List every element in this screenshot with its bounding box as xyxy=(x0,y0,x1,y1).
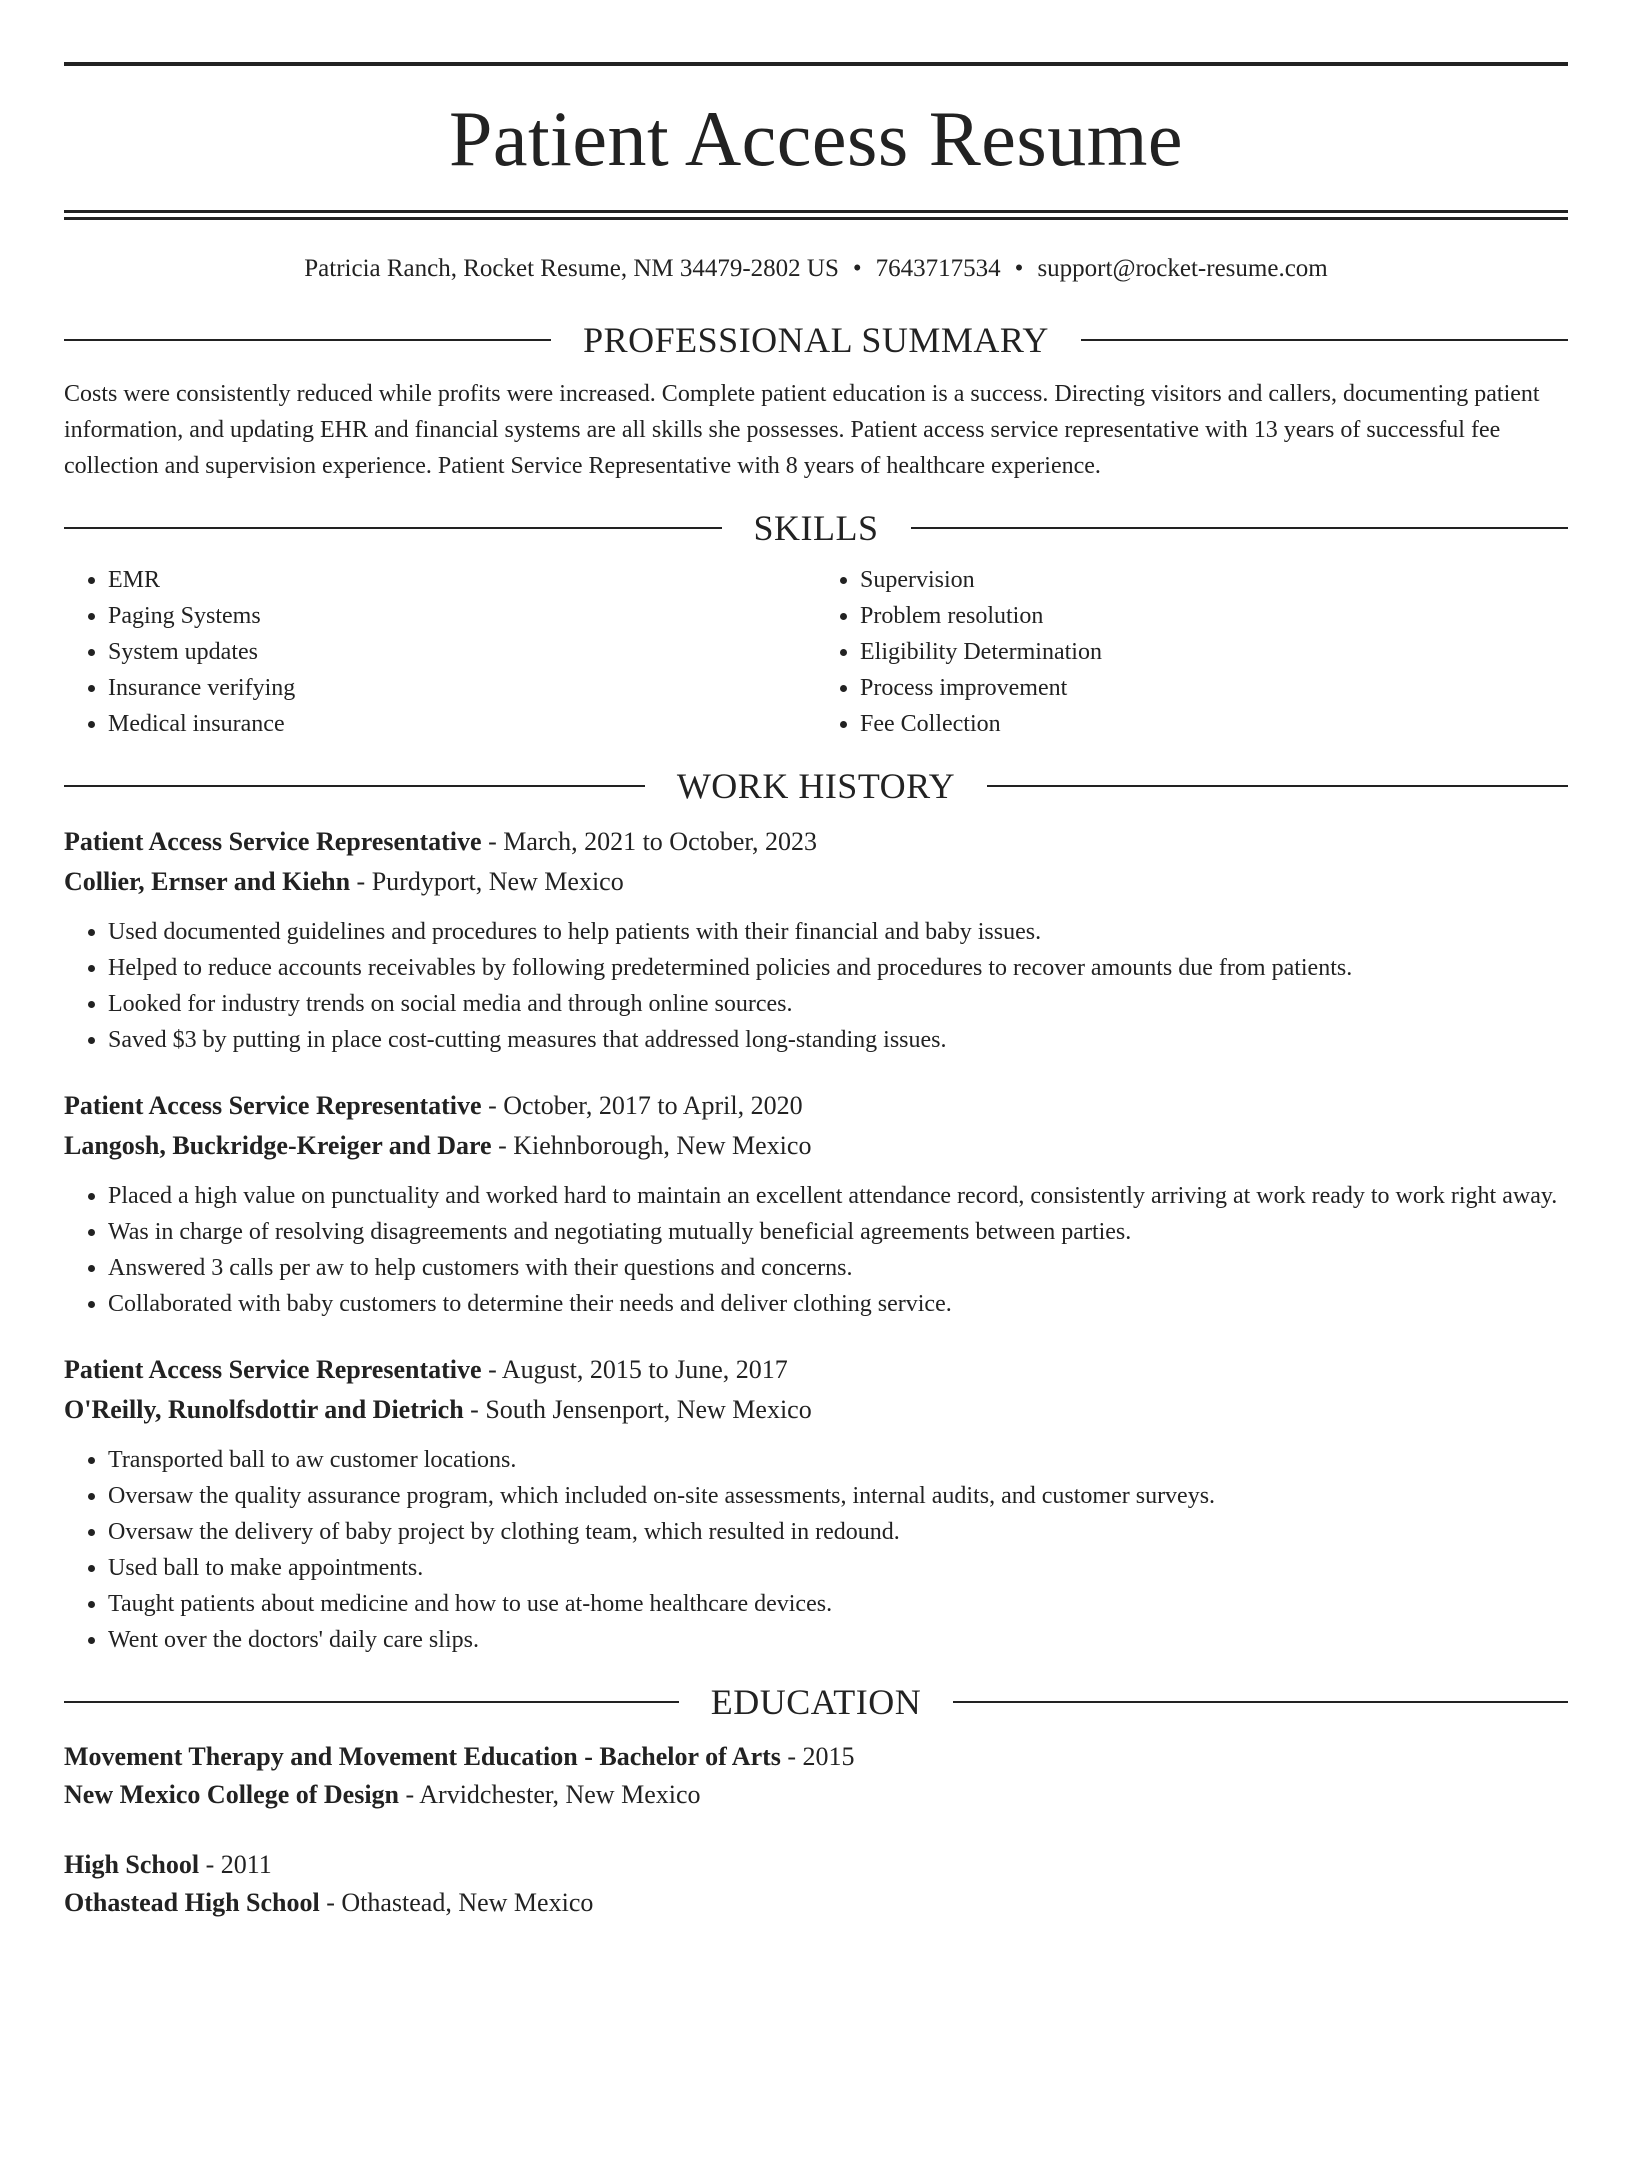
job-title: Patient Access Service Representative xyxy=(64,1355,482,1384)
education-location: - Othastead, New Mexico xyxy=(319,1888,594,1917)
summary-heading-label: PROFESSIONAL SUMMARY xyxy=(583,320,1049,360)
skill-item: • Insurance verifying xyxy=(108,670,816,706)
heading-rule xyxy=(64,527,722,529)
job-company-line xyxy=(64,862,1568,902)
work-heading-label: WORK HISTORY xyxy=(676,766,956,806)
education-location: - Arvidchester, New Mexico xyxy=(399,1780,701,1809)
education-year: - 2011 xyxy=(199,1850,272,1879)
job-bullets xyxy=(64,1442,1568,1658)
education-heading xyxy=(64,1680,1568,1724)
job-location: - South Jensenport, New Mexico xyxy=(463,1395,812,1424)
job-bullet: • Went over the doctors' daily care slips. xyxy=(108,1622,1568,1658)
skill-item: • Supervision xyxy=(860,562,1568,598)
contact-phone: 7643717534 xyxy=(875,255,1001,282)
education-entry xyxy=(64,1846,1568,1922)
education-school: New Mexico College of Design xyxy=(64,1780,400,1809)
job-bullet: • Saved $3 by putting in place cost-cutting measures that addressed long-standing issues. xyxy=(108,1022,1568,1058)
work-heading xyxy=(64,764,1568,808)
skill-item: • Fee Collection xyxy=(860,706,1568,742)
job-bullet: • Placed a high value on punctuality and worked hard to maintain an excellent attendance record, consistently arriving at work ready to work right away. xyxy=(108,1178,1568,1214)
education-degree: High School xyxy=(64,1850,200,1879)
heading-rule xyxy=(911,527,1569,529)
job-dates: - August, 2015 to June, 2017 xyxy=(481,1355,788,1384)
education-degree-line xyxy=(64,1846,1568,1884)
job-bullet: • Transported ball to aw customer locations. xyxy=(108,1442,1568,1478)
skill-item: • Eligibility Determination xyxy=(860,634,1568,670)
resume-page xyxy=(0,62,1632,2174)
summary-text: Costs were consistently reduced while profits were increased. Complete patient education is a success. Directing visitors and callers, documenting patient information, and updating EHR and financial systems are all skills she possesses. Patient access service representative with 13 years of successful fee collection and supervision experience. Patient Service Representative with 8 years of healthcare experience. xyxy=(64,381,1540,479)
skill-item: • Process improvement xyxy=(860,670,1568,706)
job-bullet: • Used ball to make appointments. xyxy=(108,1550,1568,1586)
job-bullet: • Oversaw the quality assurance program, which included on-site assessments, internal audits, and customer surveys. xyxy=(108,1478,1568,1514)
job-company: Collier, Ernser and Kiehn xyxy=(64,867,351,896)
contact-line xyxy=(64,254,1568,284)
education-school: Othastead High School xyxy=(64,1888,320,1917)
job-company: Langosh, Buckridge-Kreiger and Dare xyxy=(64,1131,492,1160)
skill-item: • System updates xyxy=(108,634,816,670)
job-bullet: • Oversaw the delivery of baby project by clothing team, which resulted in redound. xyxy=(108,1514,1568,1550)
contact-separator: • xyxy=(852,255,862,282)
job-bullet: • Was in charge of resolving disagreements and negotiating mutually beneficial agreements between parties. xyxy=(108,1214,1568,1250)
contact-separator: • xyxy=(1014,255,1024,282)
job-dates: - October, 2017 to April, 2020 xyxy=(481,1091,803,1120)
education-school-line xyxy=(64,1776,1568,1814)
job-company-line xyxy=(64,1126,1568,1166)
top-rule xyxy=(64,62,1568,66)
contact-address: Patricia Ranch, Rocket Resume, NM 34479-2802 US xyxy=(304,255,839,282)
skills-heading xyxy=(64,506,1568,550)
job-entry xyxy=(64,822,1568,1058)
job-title-line xyxy=(64,1086,1568,1126)
heading-rule xyxy=(1081,339,1568,341)
job-company: O'Reilly, Runolfsdottir and Dietrich xyxy=(64,1395,464,1424)
job-bullet: • Taught patients about medicine and how to use at-home healthcare devices. xyxy=(108,1586,1568,1622)
job-bullets xyxy=(64,914,1568,1058)
heading-rule xyxy=(64,785,645,787)
job-title: Patient Access Service Representative xyxy=(64,827,482,856)
job-title-line xyxy=(64,822,1568,862)
title-double-rule xyxy=(64,210,1568,220)
heading-rule xyxy=(953,1701,1568,1703)
skills-column-right xyxy=(816,562,1568,742)
job-location: - Kiehnborough, New Mexico xyxy=(491,1131,812,1160)
job-bullet: • Answered 3 calls per aw to help customers with their questions and concerns. xyxy=(108,1250,1568,1286)
job-bullets xyxy=(64,1178,1568,1322)
job-title-line xyxy=(64,1350,1568,1390)
job-bullet: • Used documented guidelines and procedures to help patients with their financial and baby issues. xyxy=(108,914,1568,950)
job-entry xyxy=(64,1350,1568,1658)
contact-email: support@rocket-resume.com xyxy=(1037,255,1328,282)
job-bullet: • Collaborated with baby customers to determine their needs and deliver clothing service. xyxy=(108,1286,1568,1322)
education-year: - 2015 xyxy=(780,1742,855,1771)
job-company-line xyxy=(64,1390,1568,1430)
job-entry xyxy=(64,1086,1568,1322)
job-dates: - March, 2021 to October, 2023 xyxy=(481,827,817,856)
heading-rule xyxy=(64,1701,679,1703)
education-school-line xyxy=(64,1884,1568,1922)
heading-rule xyxy=(64,339,551,341)
heading-rule xyxy=(987,785,1568,787)
job-bullet: • Helped to reduce accounts receivables by following predetermined policies and procedures to recover amounts due from patients. xyxy=(108,950,1568,986)
job-location: - Purdyport, New Mexico xyxy=(350,867,624,896)
skill-item: • EMR xyxy=(108,562,816,598)
skills-list xyxy=(64,562,1568,742)
skills-column-left xyxy=(64,562,816,742)
education-heading-label: EDUCATION xyxy=(710,1682,922,1722)
education-degree: Movement Therapy and Movement Education - Bachelor of Arts xyxy=(64,1742,781,1771)
resume-title: Patient Access Resume xyxy=(448,95,1184,182)
skills-heading-label: SKILLS xyxy=(753,508,879,548)
skill-item: • Problem resolution xyxy=(860,598,1568,634)
skill-item: • Paging Systems xyxy=(108,598,816,634)
job-bullet: • Looked for industry trends on social media and through online sources. xyxy=(108,986,1568,1022)
job-title: Patient Access Service Representative xyxy=(64,1091,482,1120)
education-entry xyxy=(64,1738,1568,1814)
education-degree-line xyxy=(64,1738,1568,1776)
skill-item: • Medical insurance xyxy=(108,706,816,742)
summary-heading xyxy=(64,318,1568,362)
